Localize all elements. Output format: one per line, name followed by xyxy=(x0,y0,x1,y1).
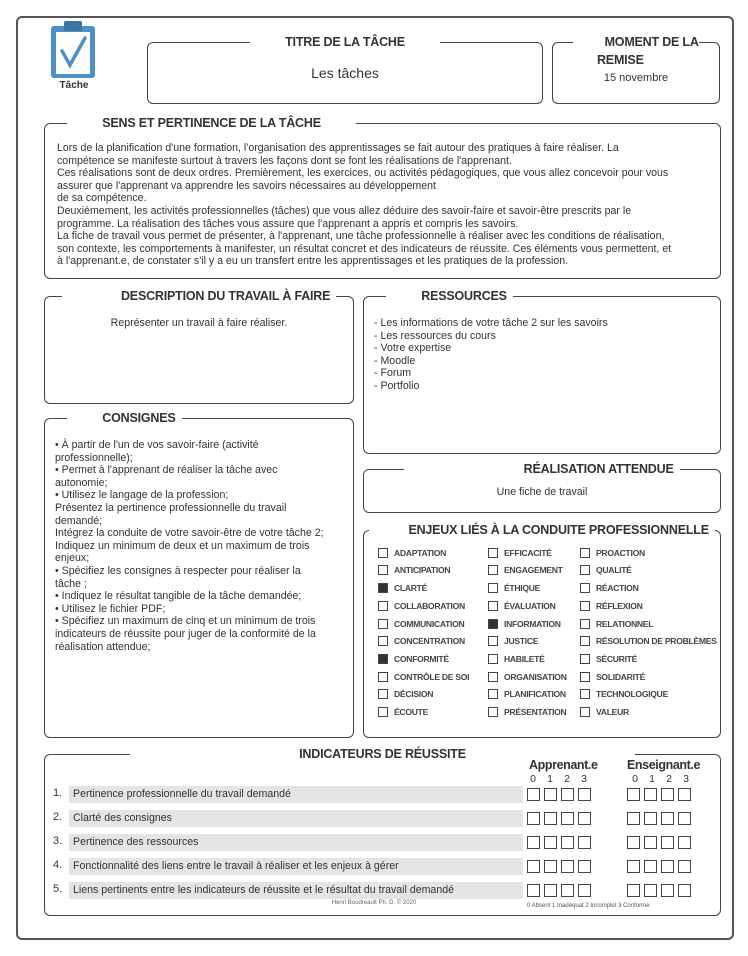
issue-label: PLANIFICATION xyxy=(504,689,566,700)
rating-checkbox[interactable] xyxy=(527,860,540,873)
indicator-number: 2. xyxy=(53,811,63,823)
issue-label: HABILETÉ xyxy=(504,653,545,664)
issue-checkbox-item[interactable] xyxy=(488,600,580,612)
rating-checkbox[interactable] xyxy=(561,812,574,825)
rating-checkbox[interactable] xyxy=(627,812,640,825)
issue-label: RELATIONNEL xyxy=(596,618,654,629)
issue-label: ANTICIPATION xyxy=(394,565,451,576)
checkbox[interactable] xyxy=(580,636,590,646)
issue-label: CONCENTRATION xyxy=(394,636,465,647)
indicator-row xyxy=(53,834,525,851)
issue-checkbox-item[interactable] xyxy=(378,547,488,559)
indicator-number: 4. xyxy=(53,859,63,871)
rating-checkbox[interactable] xyxy=(678,860,691,873)
teacher-rating-group xyxy=(627,860,691,873)
instructions-heading: CONSIGNES xyxy=(96,411,181,425)
checkbox[interactable] xyxy=(378,636,388,646)
resources-list xyxy=(374,317,608,393)
list-item: - Les ressources du cours xyxy=(374,329,496,342)
issue-label: CLARTÉ xyxy=(394,583,428,594)
issue-label: PRÉSENTATION xyxy=(504,706,567,717)
checkbox[interactable] xyxy=(488,583,498,593)
meaning-line: à l'apprenant.e, de constater s'il y a eu un transfert entre les apprentissages et les pratiques de la profession. xyxy=(57,255,569,268)
instruction-line: • Permet à l'apprenant de réaliser la tâche avec xyxy=(55,464,278,477)
issue-label: RÉACTION xyxy=(596,583,639,594)
issue-checkbox-item[interactable] xyxy=(488,706,580,718)
instruction-line: autonomie; xyxy=(55,476,108,489)
checked-checkbox[interactable] xyxy=(378,654,388,664)
indicator-bar xyxy=(69,786,523,803)
checkbox[interactable] xyxy=(488,672,498,682)
issue-checkbox-item[interactable] xyxy=(580,547,720,559)
indicator-bar xyxy=(69,810,523,827)
task-title-heading: TITRE DE LA TÂCHE xyxy=(279,35,411,49)
indicator-row xyxy=(53,882,525,899)
issue-checkbox-item[interactable] xyxy=(378,635,488,647)
issue-label: CONTRÔLE DE SOI xyxy=(394,671,470,682)
indicator-text: Liens pertinents entre les indicateurs de réussite et le résultat du travail demandé xyxy=(73,884,455,896)
instruction-line: Présentez la pertinence professionnelle du travail xyxy=(55,501,287,514)
issue-label: PROACTION xyxy=(596,547,645,558)
issue-label: SÉCURITÉ xyxy=(596,653,638,664)
issue-checkbox-item[interactable] xyxy=(488,635,580,647)
issue-label: RÉSOLUTION DE PROBLÈMES xyxy=(596,636,717,647)
issue-checkbox-item[interactable] xyxy=(378,600,488,612)
instructions-text xyxy=(55,439,347,653)
issue-label: ENGAGEMENT xyxy=(504,565,563,576)
learner-scale-digits xyxy=(527,773,590,785)
checkbox[interactable] xyxy=(378,672,388,682)
learner-rating-group xyxy=(527,788,591,801)
scale-digit: 1 xyxy=(649,773,655,785)
learner-column-heading: Apprenant.e xyxy=(529,758,598,772)
list-item: - Moodle xyxy=(374,354,416,367)
checkbox[interactable] xyxy=(378,689,388,699)
expected-text: Une fiche de travail xyxy=(496,486,588,498)
rating-checkbox[interactable] xyxy=(627,788,640,801)
indicator-bar xyxy=(69,834,523,851)
rating-checkbox[interactable] xyxy=(527,812,540,825)
indicator-text: Pertinence des ressources xyxy=(73,836,199,848)
indicator-row xyxy=(53,810,525,827)
due-heading: MOMENT DE LA REMISE xyxy=(596,35,699,67)
issue-checkbox-item[interactable] xyxy=(580,565,720,577)
meaning-line: Lors de la planification d'une formation, l'organisation des apprentissages se fait autour des pratiques à faire réaliser. La xyxy=(57,142,619,154)
issue-checkbox-item[interactable] xyxy=(488,653,580,665)
issue-label: EFFICACITÉ xyxy=(504,547,552,558)
indicator-bar xyxy=(69,858,523,875)
issue-label: INFORMATION xyxy=(504,618,561,629)
meaning-line: Deuxièmement, les activités professionnelles (tâches) que vous allez déduire des savoir-faire et savoir-être prescrits par le xyxy=(57,204,632,217)
issue-label: QUALITÉ xyxy=(596,565,632,576)
indicator-text: Clarté des consignes xyxy=(73,812,172,824)
checkbox[interactable] xyxy=(378,707,388,717)
issue-checkbox-item[interactable] xyxy=(580,582,720,594)
issue-label: ADAPTATION xyxy=(394,547,447,558)
meaning-line: Ces réalisations sont de deux ordres. Premièrement, les exercices, ou activités pédagogiques, que vous allez concevoir pour vous xyxy=(57,167,669,180)
instruction-line: Indiquez un minimum de deux et un maximum de trois xyxy=(55,539,310,552)
expected-result-box xyxy=(363,462,721,513)
issue-checkbox-item[interactable] xyxy=(488,582,580,594)
instruction-line: • Spécifiez les consignes à respecter pour réaliser la xyxy=(55,564,301,577)
indicator-number: 1. xyxy=(53,787,63,799)
issue-label: ÉTHIQUE xyxy=(504,583,541,594)
rating-checkbox[interactable] xyxy=(578,812,591,825)
issue-checkbox-item[interactable] xyxy=(378,618,488,630)
rating-checkbox[interactable] xyxy=(561,836,574,849)
rating-checkbox[interactable] xyxy=(544,812,557,825)
meaning-line: programme. La réalisation des tâches vous assure que l'apprenant a appris et compris les savoirs. xyxy=(57,217,519,230)
rating-checkbox[interactable] xyxy=(578,860,591,873)
rating-checkbox[interactable] xyxy=(678,812,691,825)
list-item: - Les informations de votre tâche 2 sur les savoirs xyxy=(374,317,608,329)
indicator-text: Fonctionnalité des liens entre le travail à réaliser et les enjeux à gérer xyxy=(73,860,399,872)
rating-checkbox[interactable] xyxy=(544,860,557,873)
rating-checkbox[interactable] xyxy=(661,836,674,849)
scale-digit: 2 xyxy=(666,773,672,785)
teacher-rating-group xyxy=(627,884,691,897)
issue-checkbox-item[interactable] xyxy=(378,565,488,577)
issue-label: COLLABORATION xyxy=(394,600,465,611)
instruction-line: • Spécifiez un maximum de cinq et un minimum de trois xyxy=(55,615,316,628)
issue-checkbox-item[interactable] xyxy=(378,671,488,683)
rating-checkbox[interactable] xyxy=(544,788,557,801)
list-item: - Forum xyxy=(374,367,412,380)
task-icon-label: Tâche xyxy=(59,80,89,91)
issue-checkbox-item[interactable] xyxy=(580,635,720,647)
checked-checkbox[interactable] xyxy=(378,583,388,593)
rating-checkbox[interactable] xyxy=(561,884,574,897)
issue-checkbox-item[interactable] xyxy=(580,706,720,718)
teacher-rating-group xyxy=(627,812,691,825)
issue-label: VALEUR xyxy=(596,706,629,717)
issue-checkbox-item[interactable] xyxy=(488,618,580,630)
checked-checkbox[interactable] xyxy=(488,619,498,629)
rating-checkbox[interactable] xyxy=(578,788,591,801)
issue-checkbox-item[interactable] xyxy=(488,671,580,683)
issues-heading: ENJEUX LIÉS À LA CONDUITE PROFESSIONNELLE xyxy=(402,523,714,537)
checkbox[interactable] xyxy=(488,689,498,699)
teacher-rating-group xyxy=(627,836,691,849)
indicators-heading: INDICATEURS DE RÉUSSITE xyxy=(293,747,472,761)
expected-heading: RÉALISATION ATTENDUE xyxy=(518,462,680,476)
issue-label: ORGANISATION xyxy=(504,671,567,682)
teacher-scale-digits xyxy=(629,773,692,785)
resources-heading: RESSOURCES xyxy=(415,289,513,303)
rating-checkbox[interactable] xyxy=(661,860,674,873)
rating-checkbox[interactable] xyxy=(627,884,640,897)
rating-checkbox[interactable] xyxy=(644,788,657,801)
checkbox[interactable] xyxy=(378,619,388,629)
description-heading: DESCRIPTION DU TRAVAIL À FAIRE xyxy=(115,289,336,303)
copyright-footer: Henri Boudreault Ph. D. © 2020 xyxy=(331,900,417,906)
issue-label: DÉCISION xyxy=(394,689,434,700)
checkbox[interactable] xyxy=(488,707,498,717)
rating-checkbox[interactable] xyxy=(544,884,557,897)
checkbox[interactable] xyxy=(580,548,590,558)
checkbox[interactable] xyxy=(580,583,590,593)
issue-checkbox-item[interactable] xyxy=(580,618,720,630)
due-value: 15 novembre xyxy=(603,72,669,84)
indicator-text: Pertinence professionnelle du travail demandé xyxy=(73,788,291,800)
checkbox[interactable] xyxy=(488,654,498,664)
rating-checkbox[interactable] xyxy=(578,884,591,897)
rating-checkbox[interactable] xyxy=(527,884,540,897)
rating-checkbox[interactable] xyxy=(544,836,557,849)
issue-label: ÉVALUATION xyxy=(504,600,556,611)
rating-checkbox[interactable] xyxy=(644,812,657,825)
checkbox[interactable] xyxy=(580,619,590,629)
meaning-line: compétence se manifeste surtout à travers les façons dont se font les réalisations de l'apprenant. xyxy=(57,154,512,167)
checkbox[interactable] xyxy=(580,565,590,575)
instructions-box xyxy=(44,411,354,738)
rating-checkbox[interactable] xyxy=(578,836,591,849)
meaning-line: assurer que l'apprenant va apprendre les savoirs nécessaires au développement xyxy=(57,179,436,192)
rating-checkbox[interactable] xyxy=(627,836,640,849)
checkbox[interactable] xyxy=(580,689,590,699)
meaning-box xyxy=(44,116,721,279)
scale-digit: 1 xyxy=(547,773,553,785)
scale-digit: 0 xyxy=(632,773,638,785)
issue-label: RÉFLEXION xyxy=(596,600,643,611)
issue-label: TECHNOLOGIQUE xyxy=(596,689,669,700)
indicator-row xyxy=(53,858,525,875)
indicator-number: 5. xyxy=(53,883,63,895)
issue-checkbox-item[interactable] xyxy=(378,653,488,665)
instruction-line: demandé; xyxy=(55,514,103,527)
instruction-line: • À partir de l'un de vos savoir-faire (activité xyxy=(55,439,259,451)
teacher-column-heading: Enseignant.e xyxy=(627,758,700,772)
issue-label: SOLIDARITÉ xyxy=(596,671,646,682)
checkbox[interactable] xyxy=(580,654,590,664)
issue-checkbox-item[interactable] xyxy=(580,689,720,701)
rating-checkbox[interactable] xyxy=(527,836,540,849)
checkbox[interactable] xyxy=(378,565,388,575)
learner-rating-group xyxy=(527,812,591,825)
issue-label: ÉCOUTE xyxy=(394,706,429,717)
instruction-line: tâche ; xyxy=(55,577,87,590)
issue-label: COMMUNICATION xyxy=(394,618,465,629)
learner-rating-group xyxy=(527,884,591,897)
instruction-line: • Utilisez le langage de la profession; xyxy=(55,489,229,502)
meaning-text xyxy=(57,142,712,268)
scale-digit: 0 xyxy=(530,773,536,785)
rating-checkbox[interactable] xyxy=(561,860,574,873)
rating-checkbox[interactable] xyxy=(678,884,691,897)
task-title-value: Les tâches xyxy=(311,65,379,81)
meaning-line: La fiche de travail vous permet de présenter, à l'apprenant, une tâche professionnelle à réaliser avec les conditions de réalisation, xyxy=(57,230,665,243)
task-title-box xyxy=(147,35,543,104)
instruction-line: • Utilisez le fichier PDF; xyxy=(55,602,166,615)
meaning-heading: SENS ET PERTINENCE DE LA TÂCHE xyxy=(96,116,327,130)
teacher-rating-group xyxy=(627,788,691,801)
issue-checkbox-item[interactable] xyxy=(488,689,580,701)
rating-checkbox[interactable] xyxy=(644,836,657,849)
issue-label: JUSTICE xyxy=(504,636,539,647)
issue-checkbox-item[interactable] xyxy=(378,582,488,594)
list-item: - Votre expertise xyxy=(374,342,452,355)
issue-checkbox-item[interactable] xyxy=(378,706,488,718)
indicator-bar xyxy=(69,882,523,899)
issue-checkbox-item[interactable] xyxy=(580,600,720,612)
rating-checkbox[interactable] xyxy=(561,788,574,801)
rating-checkbox[interactable] xyxy=(661,884,674,897)
instruction-line: Intégrez la conduite de votre savoir-être de votre tâche 2; xyxy=(55,527,324,540)
issue-checkbox-item[interactable] xyxy=(580,653,720,665)
checkbox[interactable] xyxy=(488,565,498,575)
rating-checkbox[interactable] xyxy=(678,836,691,849)
scale-digit: 3 xyxy=(683,773,689,785)
description-box xyxy=(44,289,354,404)
learner-rating-group xyxy=(527,836,591,849)
rating-checkbox[interactable] xyxy=(644,860,657,873)
checkbox[interactable] xyxy=(580,707,590,717)
list-item: - Portfolio xyxy=(374,379,420,392)
resources-box xyxy=(363,289,721,454)
checkbox[interactable] xyxy=(580,601,590,611)
issue-checkbox-item[interactable] xyxy=(378,689,488,701)
indicator-row xyxy=(53,786,525,803)
meaning-line: son contexte, les comportements à manifester, un résultat concret et des indicateurs de réussite. Ces éléments vous permettent, et xyxy=(57,242,672,255)
instruction-line: réalisation attendue; xyxy=(55,640,151,653)
description-text: Représenter un travail à faire réaliser. xyxy=(110,317,288,329)
checkbox[interactable] xyxy=(488,548,498,558)
rating-checkbox[interactable] xyxy=(627,860,640,873)
learner-rating-group xyxy=(527,860,591,873)
checkbox[interactable] xyxy=(378,601,388,611)
rating-checkbox[interactable] xyxy=(678,788,691,801)
checkbox[interactable] xyxy=(488,601,498,611)
instruction-line: indicateurs de réussite pour juger de la conformité de la xyxy=(55,627,316,640)
checkbox[interactable] xyxy=(488,636,498,646)
issue-checkbox-item[interactable] xyxy=(580,671,720,683)
issue-checkbox-item[interactable] xyxy=(488,565,580,577)
checkbox[interactable] xyxy=(580,672,590,682)
instruction-line: • Indiquez le résultat tangible de la tâche demandée; xyxy=(55,590,302,603)
due-date-box xyxy=(552,35,720,104)
checkbox[interactable] xyxy=(378,548,388,558)
scale-digit: 2 xyxy=(564,773,570,785)
issue-label: CONFORMITÉ xyxy=(394,653,449,664)
rating-checkbox[interactable] xyxy=(661,788,674,801)
meaning-line: de sa compétence. xyxy=(57,192,147,205)
issue-checkbox-item[interactable] xyxy=(488,547,580,559)
scale-digit: 3 xyxy=(581,773,587,785)
issues-box xyxy=(363,523,721,738)
indicator-number: 3. xyxy=(53,835,63,847)
issues-checklist xyxy=(378,547,717,718)
rating-checkbox[interactable] xyxy=(661,812,674,825)
scale-legend: 0 Absent 1 Inadéquat 2 Incomplet 3 Conforme xyxy=(527,903,650,909)
instruction-line: enjeux; xyxy=(55,552,90,565)
rating-checkbox[interactable] xyxy=(644,884,657,897)
indicators-box xyxy=(44,747,721,916)
rating-checkbox[interactable] xyxy=(527,788,540,801)
instruction-line: professionnelle); xyxy=(55,451,133,464)
